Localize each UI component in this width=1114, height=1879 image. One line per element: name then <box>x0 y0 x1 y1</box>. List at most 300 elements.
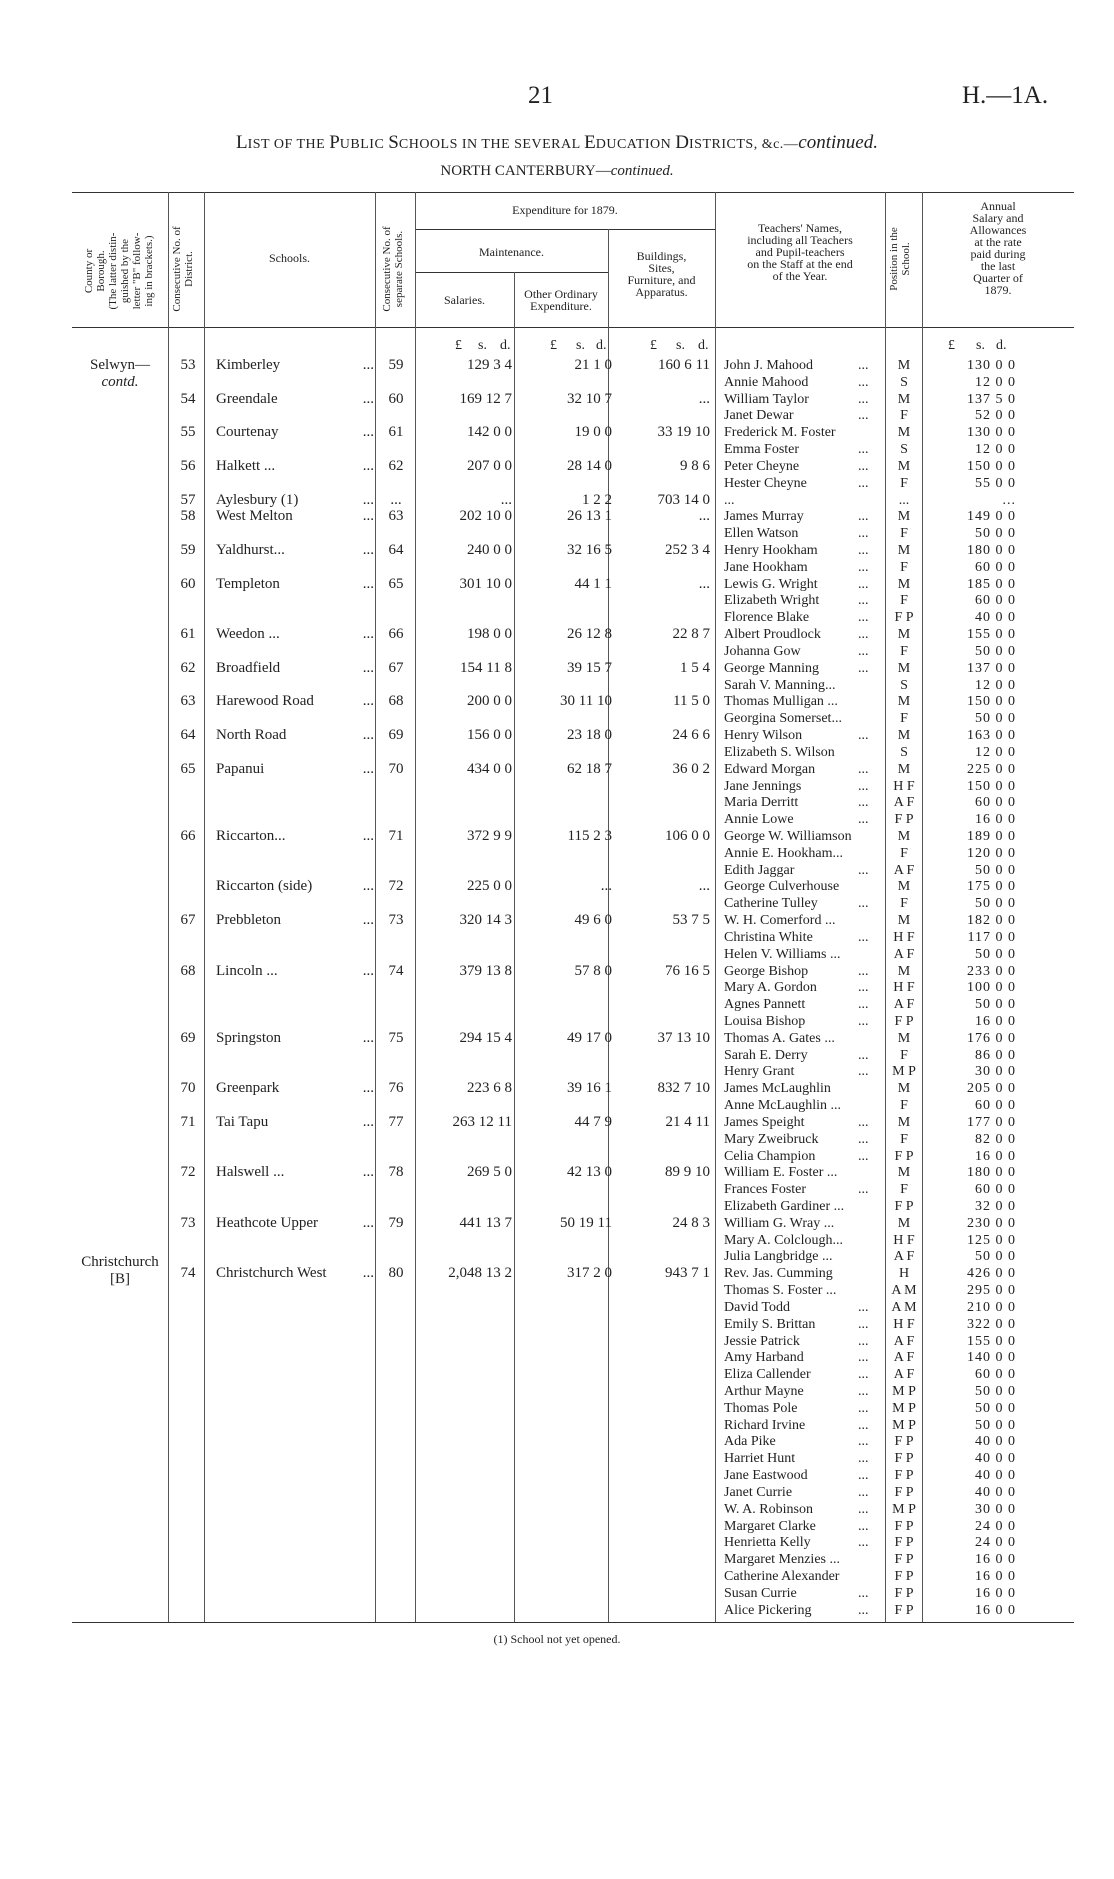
teacher-name: Elizabeth S. Wilson <box>724 744 835 760</box>
teacher-position: F <box>900 593 908 609</box>
teacher-name: Rev. Jas. Cumming <box>724 1266 833 1282</box>
school-name: Tai Tapu <box>216 1113 269 1130</box>
teacher-name: Frances Foster <box>724 1182 807 1198</box>
teacher-position: M P <box>892 1417 916 1433</box>
district-number: 70 <box>180 1080 196 1097</box>
teacher-position: S <box>900 677 908 693</box>
leader-dots: ... <box>858 1484 869 1500</box>
teacher-position: M P <box>892 1064 916 1080</box>
leader-dots: ... <box>858 543 869 559</box>
teacher-name: James Speight <box>724 1114 805 1130</box>
district-number: 60 <box>180 575 196 592</box>
teacher-position: F <box>900 526 908 542</box>
teacher-name: Mary A. Colclough... <box>724 1232 843 1248</box>
leader-dots: ... <box>858 442 869 458</box>
district-number: 58 <box>180 508 196 525</box>
teacher-name: Mary Zweibruck <box>724 1131 819 1147</box>
district-number: 54 <box>180 390 196 407</box>
teacher-position: A M <box>891 1283 917 1299</box>
teacher-name: George W. Williamson <box>724 828 852 844</box>
header-buildings: Buildings, Sites, Furniture, and Apparatus. <box>627 249 696 299</box>
school-name: Prebbleton <box>216 912 281 929</box>
teacher-name: Emily S. Brittan <box>724 1316 816 1332</box>
leader-dots: ... <box>362 1214 374 1231</box>
teacher-name: Jessie Patrick <box>724 1333 800 1349</box>
teacher-position: M <box>897 1114 911 1130</box>
teacher-position: M <box>897 425 911 441</box>
salaries-amount: 320 14 3 <box>459 912 512 929</box>
district-number: 67 <box>180 912 196 929</box>
annual-salary: 225 0 0 <box>967 761 1016 777</box>
teacher-position: F <box>900 1182 908 1198</box>
salaries-amount: 156 0 0 <box>467 727 512 744</box>
column-rule <box>204 192 205 1622</box>
title-part: L <box>236 132 248 153</box>
teacher-position: F P <box>894 1569 914 1585</box>
leader-dots: ... <box>858 1131 869 1147</box>
teacher-position: F P <box>894 1468 914 1484</box>
other-expenditure-amount: 317 2 0 <box>567 1265 612 1282</box>
teacher-name: Sarah V. Manning... <box>724 677 836 693</box>
teacher-name: George Manning <box>724 660 819 676</box>
other-expenditure-amount: 28 14 0 <box>567 457 612 474</box>
teacher-name: Janet Dewar <box>724 408 794 424</box>
school-number: 68 <box>388 693 404 710</box>
teacher-position: F <box>900 408 908 424</box>
teacher-name: Helen V. Williams ... <box>724 946 841 962</box>
leader-dots: ... <box>858 1501 869 1517</box>
annual-salary: 150 0 0 <box>967 778 1016 794</box>
annual-salary: 180 0 0 <box>967 543 1016 559</box>
footnote: (1) School not yet opened. <box>493 1632 621 1646</box>
annual-salary: 50 0 0 <box>975 1400 1016 1416</box>
header-salaries: Salaries. <box>444 293 485 307</box>
leader-dots: ... <box>858 1400 869 1416</box>
teacher-name: Albert Proudlock <box>724 627 821 643</box>
leader-dots: ... <box>858 1518 869 1534</box>
teacher-position: M <box>897 879 911 895</box>
annual-salary: 50 0 0 <box>975 1384 1016 1400</box>
teacher-position: M P <box>892 1384 916 1400</box>
annual-salary: 40 0 0 <box>975 1451 1016 1467</box>
annual-salary: 16 0 0 <box>975 1602 1016 1618</box>
school-name: Broadfield <box>216 659 281 676</box>
leader-dots: ... <box>858 643 869 659</box>
leader-dots: ... <box>858 475 869 491</box>
teacher-position: S <box>900 744 908 760</box>
school-number: 61 <box>388 424 404 441</box>
unit-shillings: s. <box>676 338 685 353</box>
buildings-amount: 33 19 10 <box>657 424 710 441</box>
buildings-amount: ... <box>698 390 710 407</box>
buildings-amount: 24 6 6 <box>672 727 710 744</box>
annual-salary: 55 0 0 <box>975 475 1016 491</box>
school-number: 74 <box>388 962 404 979</box>
teacher-position: A M <box>891 1299 917 1315</box>
teacher-name: Annie Lowe <box>724 812 794 828</box>
annual-salary: 175 0 0 <box>967 879 1016 895</box>
annual-salary: 137 0 0 <box>967 660 1016 676</box>
leader-dots: ... <box>362 491 374 508</box>
other-expenditure-amount: 57 8 0 <box>574 962 612 979</box>
leader-dots: ... <box>858 1367 869 1383</box>
header-annual-salary: Annual Salary and Allowances at the rate paid during the last Quarter of 1879. <box>969 199 1027 297</box>
annual-salary: 40 0 0 <box>975 1434 1016 1450</box>
leader-dots: ... <box>858 1535 869 1551</box>
district-number: 53 <box>180 357 196 373</box>
school-number: ... <box>390 491 402 508</box>
teacher-position: H F <box>893 980 915 996</box>
teacher-name: Elizabeth Wright <box>724 593 820 609</box>
school-name: Kimberley <box>216 357 281 373</box>
annual-salary: 125 0 0 <box>967 1232 1016 1248</box>
salaries-amount: 169 12 7 <box>459 390 512 407</box>
leader-dots: ... <box>858 761 869 777</box>
header-maintenance: Maintenance. <box>479 245 544 259</box>
teacher-position: M <box>897 543 911 559</box>
leader-dots: ... <box>362 357 374 373</box>
teacher-name: Jane Jennings <box>724 778 802 794</box>
header-expenditure: Expenditure for 1879. <box>512 203 618 217</box>
column-rule <box>375 192 376 1622</box>
annual-salary: 60 0 0 <box>975 1367 1016 1383</box>
header-county: County or Borough. (The latter distin- guished by the letter "B" follow- ing in brackets.) <box>83 232 155 310</box>
school-number: 60 <box>388 390 404 407</box>
school-name: Halkett ... <box>216 457 276 474</box>
school-name: North Road <box>216 727 287 744</box>
title-part: P <box>329 132 340 153</box>
teacher-name: Edward Morgan <box>724 761 816 777</box>
title-part: CHOOLS IN THE SEVERAL <box>398 137 585 152</box>
title-part: ISTRICTS, &c.— <box>689 137 799 152</box>
teacher-name: ... <box>724 492 735 508</box>
salaries-amount: 301 10 0 <box>459 575 512 592</box>
district-number: 69 <box>180 1029 196 1046</box>
leader-dots: ... <box>362 878 374 895</box>
title-part: UBLIC <box>339 137 389 152</box>
teacher-position: M P <box>892 1501 916 1517</box>
teacher-name: Celia Champion <box>724 1148 816 1164</box>
buildings-amount: 21 4 11 <box>665 1113 710 1130</box>
other-expenditure-amount: 42 13 0 <box>567 1164 612 1181</box>
table-bottom-rule <box>72 1622 1074 1623</box>
district-number: 64 <box>180 727 196 744</box>
school-name: Harewood Road <box>216 693 314 710</box>
teacher-position: S <box>900 442 908 458</box>
school-number: 80 <box>388 1265 404 1282</box>
leader-dots: ... <box>858 1585 869 1601</box>
other-expenditure-amount: 1 2 2 <box>582 491 612 508</box>
table-top-rule <box>72 192 1074 193</box>
teacher-name: Jane Hookham <box>724 559 808 575</box>
unit-shillings: s. <box>976 338 985 353</box>
teacher-name: Georgina Somerset... <box>724 711 842 727</box>
leader-dots: ... <box>858 559 869 575</box>
header-separate-no: Consecutive No. of separate Schools. <box>381 226 405 312</box>
teacher-name: Jane Eastwood <box>724 1468 808 1484</box>
column-rule <box>715 192 716 1622</box>
teacher-position: M <box>897 694 911 710</box>
teacher-name: Henry Wilson <box>724 728 803 744</box>
school-number: 66 <box>388 626 404 643</box>
teacher-position: F P <box>894 1585 914 1601</box>
school-number: 73 <box>388 912 404 929</box>
leader-dots: ... <box>858 929 869 945</box>
annual-salary: 30 0 0 <box>975 1064 1016 1080</box>
teacher-position: F P <box>894 1451 914 1467</box>
district-number: 55 <box>180 424 196 441</box>
leader-dots: ... <box>858 1064 869 1080</box>
leader-dots: ... <box>858 1417 869 1433</box>
annual-salary: 180 0 0 <box>967 1165 1016 1181</box>
title-part: D <box>675 132 690 153</box>
teacher-name: Ellen Watson <box>724 526 799 542</box>
school-number: 63 <box>388 508 404 525</box>
annual-salary: 50 0 0 <box>975 997 1016 1013</box>
leader-dots: ... <box>362 659 374 676</box>
salaries-amount: 202 10 0 <box>459 508 512 525</box>
school-name: Springston <box>216 1029 282 1046</box>
unit-pound: £ <box>550 338 557 353</box>
teacher-position: F P <box>894 1535 914 1551</box>
district-number: 72 <box>180 1164 196 1181</box>
teacher-name: Louisa Bishop <box>724 1013 806 1029</box>
teacher-name: William Taylor <box>724 391 809 407</box>
header-position: Position in the School. <box>888 227 912 291</box>
buildings-amount: 1 5 4 <box>680 659 710 676</box>
school-name: Yaldhurst... <box>216 542 285 559</box>
salaries-amount: 198 0 0 <box>467 626 512 643</box>
teacher-position: M <box>897 913 911 929</box>
teacher-name: W. H. Comerford ... <box>724 913 836 929</box>
district-number: 71 <box>180 1113 196 1130</box>
buildings-amount: 703 14 0 <box>657 491 710 508</box>
annual-salary: 50 0 0 <box>975 711 1016 727</box>
school-number: 69 <box>388 727 404 744</box>
teacher-position: F <box>900 845 908 861</box>
leader-dots: ... <box>858 1013 869 1029</box>
unit-pound: £ <box>650 338 657 353</box>
teacher-position: M <box>897 963 911 979</box>
annual-salary: 32 0 0 <box>975 1199 1016 1214</box>
teacher-position: A F <box>893 1350 915 1366</box>
leader-dots: ... <box>362 727 374 744</box>
teacher-name: Maria Derritt <box>724 795 799 811</box>
other-expenditure-amount: 62 18 7 <box>567 760 612 777</box>
other-expenditure-amount: 44 1 1 <box>574 575 612 592</box>
buildings-amount: 22 8 7 <box>672 626 710 643</box>
leader-dots: ... <box>362 1113 374 1130</box>
teacher-position: F <box>900 711 908 727</box>
annual-salary: 177 0 0 <box>967 1114 1016 1130</box>
salaries-amount: 129 3 4 <box>467 357 512 373</box>
buildings-amount: 11 5 0 <box>673 693 710 710</box>
buildings-amount: 832 7 10 <box>657 1080 710 1097</box>
county-label: Christchurch <box>81 1254 159 1270</box>
buildings-amount: 37 13 10 <box>657 1029 710 1046</box>
leader-dots: ... <box>858 778 869 794</box>
annual-salary: 40 0 0 <box>975 1468 1016 1484</box>
title-part: IST OF THE <box>247 137 330 152</box>
buildings-amount: 943 7 1 <box>665 1265 710 1282</box>
district-number: 57 <box>180 491 196 508</box>
leader-dots: ... <box>362 1265 374 1282</box>
teacher-name: Henry Hookham <box>724 543 818 559</box>
other-expenditure-amount: 39 15 7 <box>567 659 612 676</box>
teacher-position: M <box>897 627 911 643</box>
leader-dots: ... <box>362 390 374 407</box>
annual-salary: 16 0 0 <box>975 1585 1016 1601</box>
teacher-name: James McLaughlin <box>724 1081 831 1097</box>
annual-salary: 137 5 0 <box>967 391 1016 407</box>
buildings-amount: 89 9 10 <box>665 1164 710 1181</box>
teacher-position: F <box>900 1131 908 1147</box>
school-name: Riccarton (side) <box>216 878 313 895</box>
teacher-name: John J. Mahood <box>724 358 814 373</box>
unit-pence: d. <box>596 338 607 353</box>
leader-dots: ... <box>858 896 869 912</box>
teacher-position: F P <box>894 1148 914 1164</box>
leader-dots: ... <box>858 1316 869 1332</box>
teacher-name: Johanna Gow <box>724 643 801 659</box>
school-number: 71 <box>388 827 404 844</box>
header-teachers: Teachers' Names, including all Teachers and Pupil-teachers on the Staff at the end of the Year. <box>747 221 853 283</box>
column-rule <box>168 192 169 1622</box>
teacher-position: M <box>897 576 911 592</box>
annual-salary: 40 0 0 <box>975 1484 1016 1500</box>
teacher-name: Lewis G. Wright <box>724 576 818 592</box>
leader-dots: ... <box>858 1451 869 1467</box>
title-part: E <box>584 132 596 153</box>
teacher-position: F P <box>894 610 914 626</box>
teacher-name: William G. Wray ... <box>724 1215 835 1231</box>
school-number: 78 <box>388 1164 404 1181</box>
teacher-position: F <box>900 1047 908 1063</box>
salaries-amount: ... <box>500 491 512 508</box>
leader-dots: ... <box>858 812 869 828</box>
annual-salary: 60 0 0 <box>975 1098 1016 1114</box>
buildings-amount: 106 0 0 <box>665 827 710 844</box>
school-name: West Melton <box>216 508 293 525</box>
teacher-name: Ada Pike <box>724 1434 776 1450</box>
annual-salary: 16 0 0 <box>975 1552 1016 1568</box>
leader-dots: ... <box>362 508 374 525</box>
teacher-position: M <box>897 660 911 676</box>
teacher-name: Thomas A. Gates ... <box>724 1030 835 1046</box>
buildings-amount: 160 6 11 <box>658 357 710 373</box>
annual-salary: 82 0 0 <box>975 1131 1016 1147</box>
other-expenditure-amount: 19 0 0 <box>574 424 612 441</box>
district-number: 74 <box>180 1265 196 1282</box>
annual-salary: 117 0 0 <box>967 929 1016 945</box>
expenditure-rule <box>415 229 715 230</box>
salaries-amount: 200 0 0 <box>467 693 512 710</box>
leader-dots: ... <box>858 458 869 474</box>
annual-salary: 30 0 0 <box>975 1501 1016 1517</box>
annual-salary: 189 0 0 <box>967 828 1016 844</box>
teacher-position: F P <box>894 1013 914 1029</box>
school-name: Christchurch West <box>216 1265 327 1282</box>
leader-dots: ... <box>858 1468 869 1484</box>
salaries-amount: 269 5 0 <box>467 1164 512 1181</box>
teacher-name: Annie E. Hookham... <box>724 845 843 861</box>
salaries-amount: 263 12 11 <box>452 1113 512 1130</box>
teacher-position: A F <box>893 1333 915 1349</box>
header-bottom-rule <box>72 327 1074 328</box>
leader-dots: ... <box>858 1182 869 1198</box>
annual-salary: 12 0 0 <box>975 374 1016 390</box>
column-rule <box>415 192 416 1622</box>
teacher-name: George Bishop <box>724 963 809 979</box>
leader-dots: ... <box>858 862 869 878</box>
annual-salary: 60 0 0 <box>975 795 1016 811</box>
district-number: 73 <box>180 1214 196 1231</box>
other-expenditure-amount: 44 7 9 <box>574 1113 612 1130</box>
leader-dots: ... <box>858 391 869 407</box>
school-name: Papanui <box>216 760 265 777</box>
salaries-amount: 142 0 0 <box>467 424 512 441</box>
teacher-name: Harriet Hunt <box>724 1451 796 1467</box>
teacher-position: A F <box>893 946 915 962</box>
annual-salary: 120 0 0 <box>967 845 1016 861</box>
teacher-name: W. A. Robinson <box>724 1501 813 1517</box>
leader-dots: ... <box>858 576 869 592</box>
other-expenditure-amount: 115 2 3 <box>567 827 612 844</box>
salaries-amount: 372 9 9 <box>467 827 512 844</box>
leader-dots: ... <box>858 526 869 542</box>
teacher-position: S <box>900 374 908 390</box>
column-rule <box>514 272 515 1622</box>
school-number: 79 <box>388 1214 404 1231</box>
unit-shillings: s. <box>576 338 585 353</box>
title-part: continued. <box>798 132 878 153</box>
district-number: 66 <box>180 827 196 844</box>
teacher-position: H F <box>893 778 915 794</box>
unit-pence: d. <box>996 338 1007 353</box>
teacher-name: Arthur Mayne <box>724 1384 804 1400</box>
teacher-name: Frederick M. Foster <box>724 425 836 441</box>
annual-salary: 155 0 0 <box>967 627 1016 643</box>
teacher-name: Thomas S. Foster ... <box>724 1283 837 1299</box>
teacher-position: M <box>897 1081 911 1097</box>
county-label: Selwyn— <box>90 357 150 373</box>
other-expenditure-amount: 32 10 7 <box>567 390 612 407</box>
salaries-amount: 379 13 8 <box>459 962 512 979</box>
school-number: 65 <box>388 575 404 592</box>
annual-salary: 130 0 0 <box>967 425 1016 441</box>
teacher-position: H F <box>893 1232 915 1248</box>
leader-dots: ... <box>858 593 869 609</box>
teacher-name: Margaret Menzies ... <box>724 1552 840 1568</box>
teacher-position: H F <box>893 1316 915 1332</box>
teacher-position: M <box>897 358 911 373</box>
teacher-position: F <box>900 475 908 491</box>
annual-salary: 426 0 0 <box>967 1266 1016 1282</box>
salaries-amount: 223 6 8 <box>467 1080 512 1097</box>
annual-salary: 60 0 0 <box>975 593 1016 609</box>
annual-salary: 40 0 0 <box>975 610 1016 626</box>
maintenance-rule <box>415 272 608 273</box>
buildings-amount: 9 8 6 <box>680 457 710 474</box>
teacher-position: M <box>897 761 911 777</box>
teacher-name: James Murray <box>724 509 804 525</box>
teacher-position: M <box>897 391 911 407</box>
district-number: 63 <box>180 693 196 710</box>
district-number: 56 <box>180 457 196 474</box>
salaries-amount: 294 15 4 <box>459 1029 512 1046</box>
leader-dots: ... <box>362 912 374 929</box>
salaries-amount: 225 0 0 <box>467 878 512 895</box>
